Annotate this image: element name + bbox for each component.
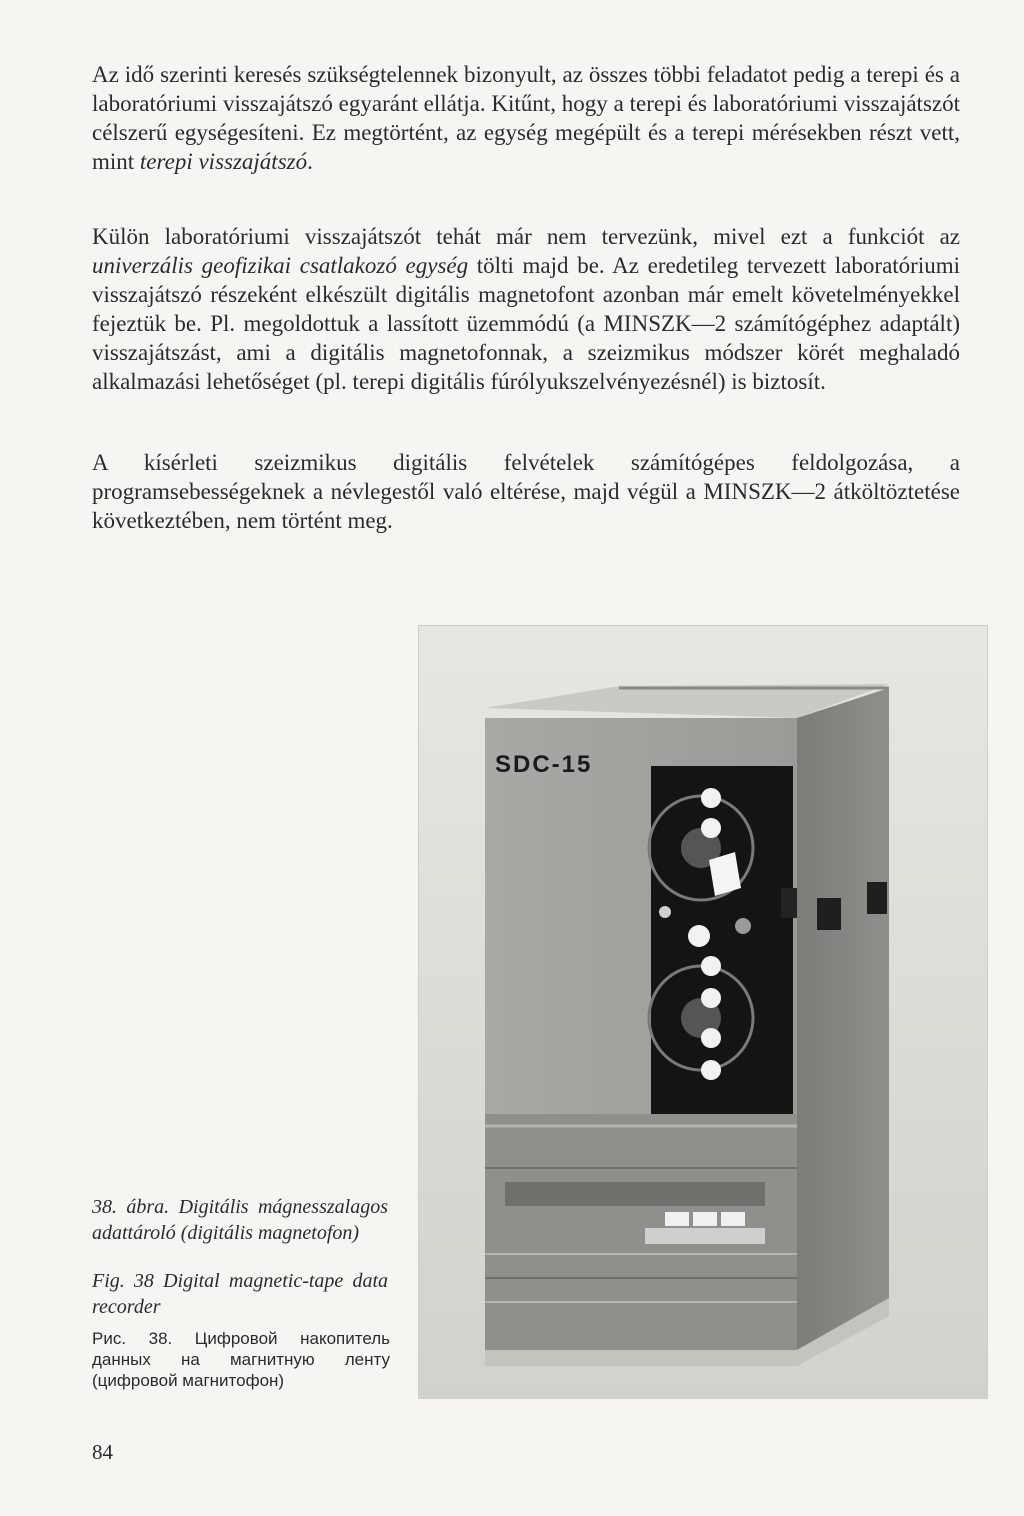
device-label: SDC-15 (495, 751, 593, 778)
paragraph-2 (92, 222, 960, 396)
paragraph-1-end: . (307, 149, 313, 174)
side-handle-left (817, 898, 841, 930)
page-number: 84 (92, 1440, 113, 1464)
paragraph-2-text: Külön laboratóriumi visszajátszót tehát már nem tervezünk, mivel ezt a funkciót az (92, 224, 960, 249)
paragraph-3 (92, 448, 960, 535)
cabinet-side (797, 688, 889, 1350)
tape-recorder-illustration (419, 626, 987, 1398)
caption-russian: Рис. 38. Цифровой накопитель данных на магнитную ленту (цифровой магнитофон) (92, 1329, 390, 1390)
caption-english: Fig. 38 Digital magnetic-tape data recorder (92, 1270, 388, 1318)
paragraph-1-emphasis: terepi visszajátszó (139, 149, 308, 174)
paragraph-1-text: Az idő szerinti keresés szükségtelennek bizonyult, az összes többi feladatot pedig a terepi és a laboratóriumi visszajátszó egyaránt ellátja. Kitűnt, hogy a terepi és laboratóriumi visszajátszót célszerű egységesíteni. Ez megtörtént, az egység megépült és a terepi mérésekben részt vett, mint (92, 62, 960, 174)
paragraph-2-rest: tölti majd be. Az eredetileg tervezett laboratóriumi visszajátszó részeként elkészült digitális magnetofont azonban már emelt követelményekkel fejeztük be. Pl. megoldottuk a lassított üzemmódú (a MINSZK—2 számítógéphez adaptált) visszajátszást, ami a digitális magnetofonnak, a szeizmikus módszer körét meghaladó alkalmazási lehetőséget (pl. terepi digitális fúrólyukszelvényezésnél) is biztosít. (92, 253, 960, 394)
caption-hungarian: 38. ábra. Digitális mágnesszalagos adattároló (digitális magnetofon) (92, 1196, 388, 1244)
device-photo (418, 625, 988, 1399)
side-handle-right (867, 882, 887, 914)
paragraph-1 (92, 60, 960, 176)
paragraph-2-emphasis: univerzális geofizikai csatlakozó egység (92, 253, 469, 278)
paragraph-3-text: A kísérleti szeizmikus digitális felvételek számítógépes feldolgozása, a programsebességeknek a névlegestől való eltérése, majd végül a MINSZK—2 átköltöztetése következtében, nem történt meg. (92, 450, 960, 533)
